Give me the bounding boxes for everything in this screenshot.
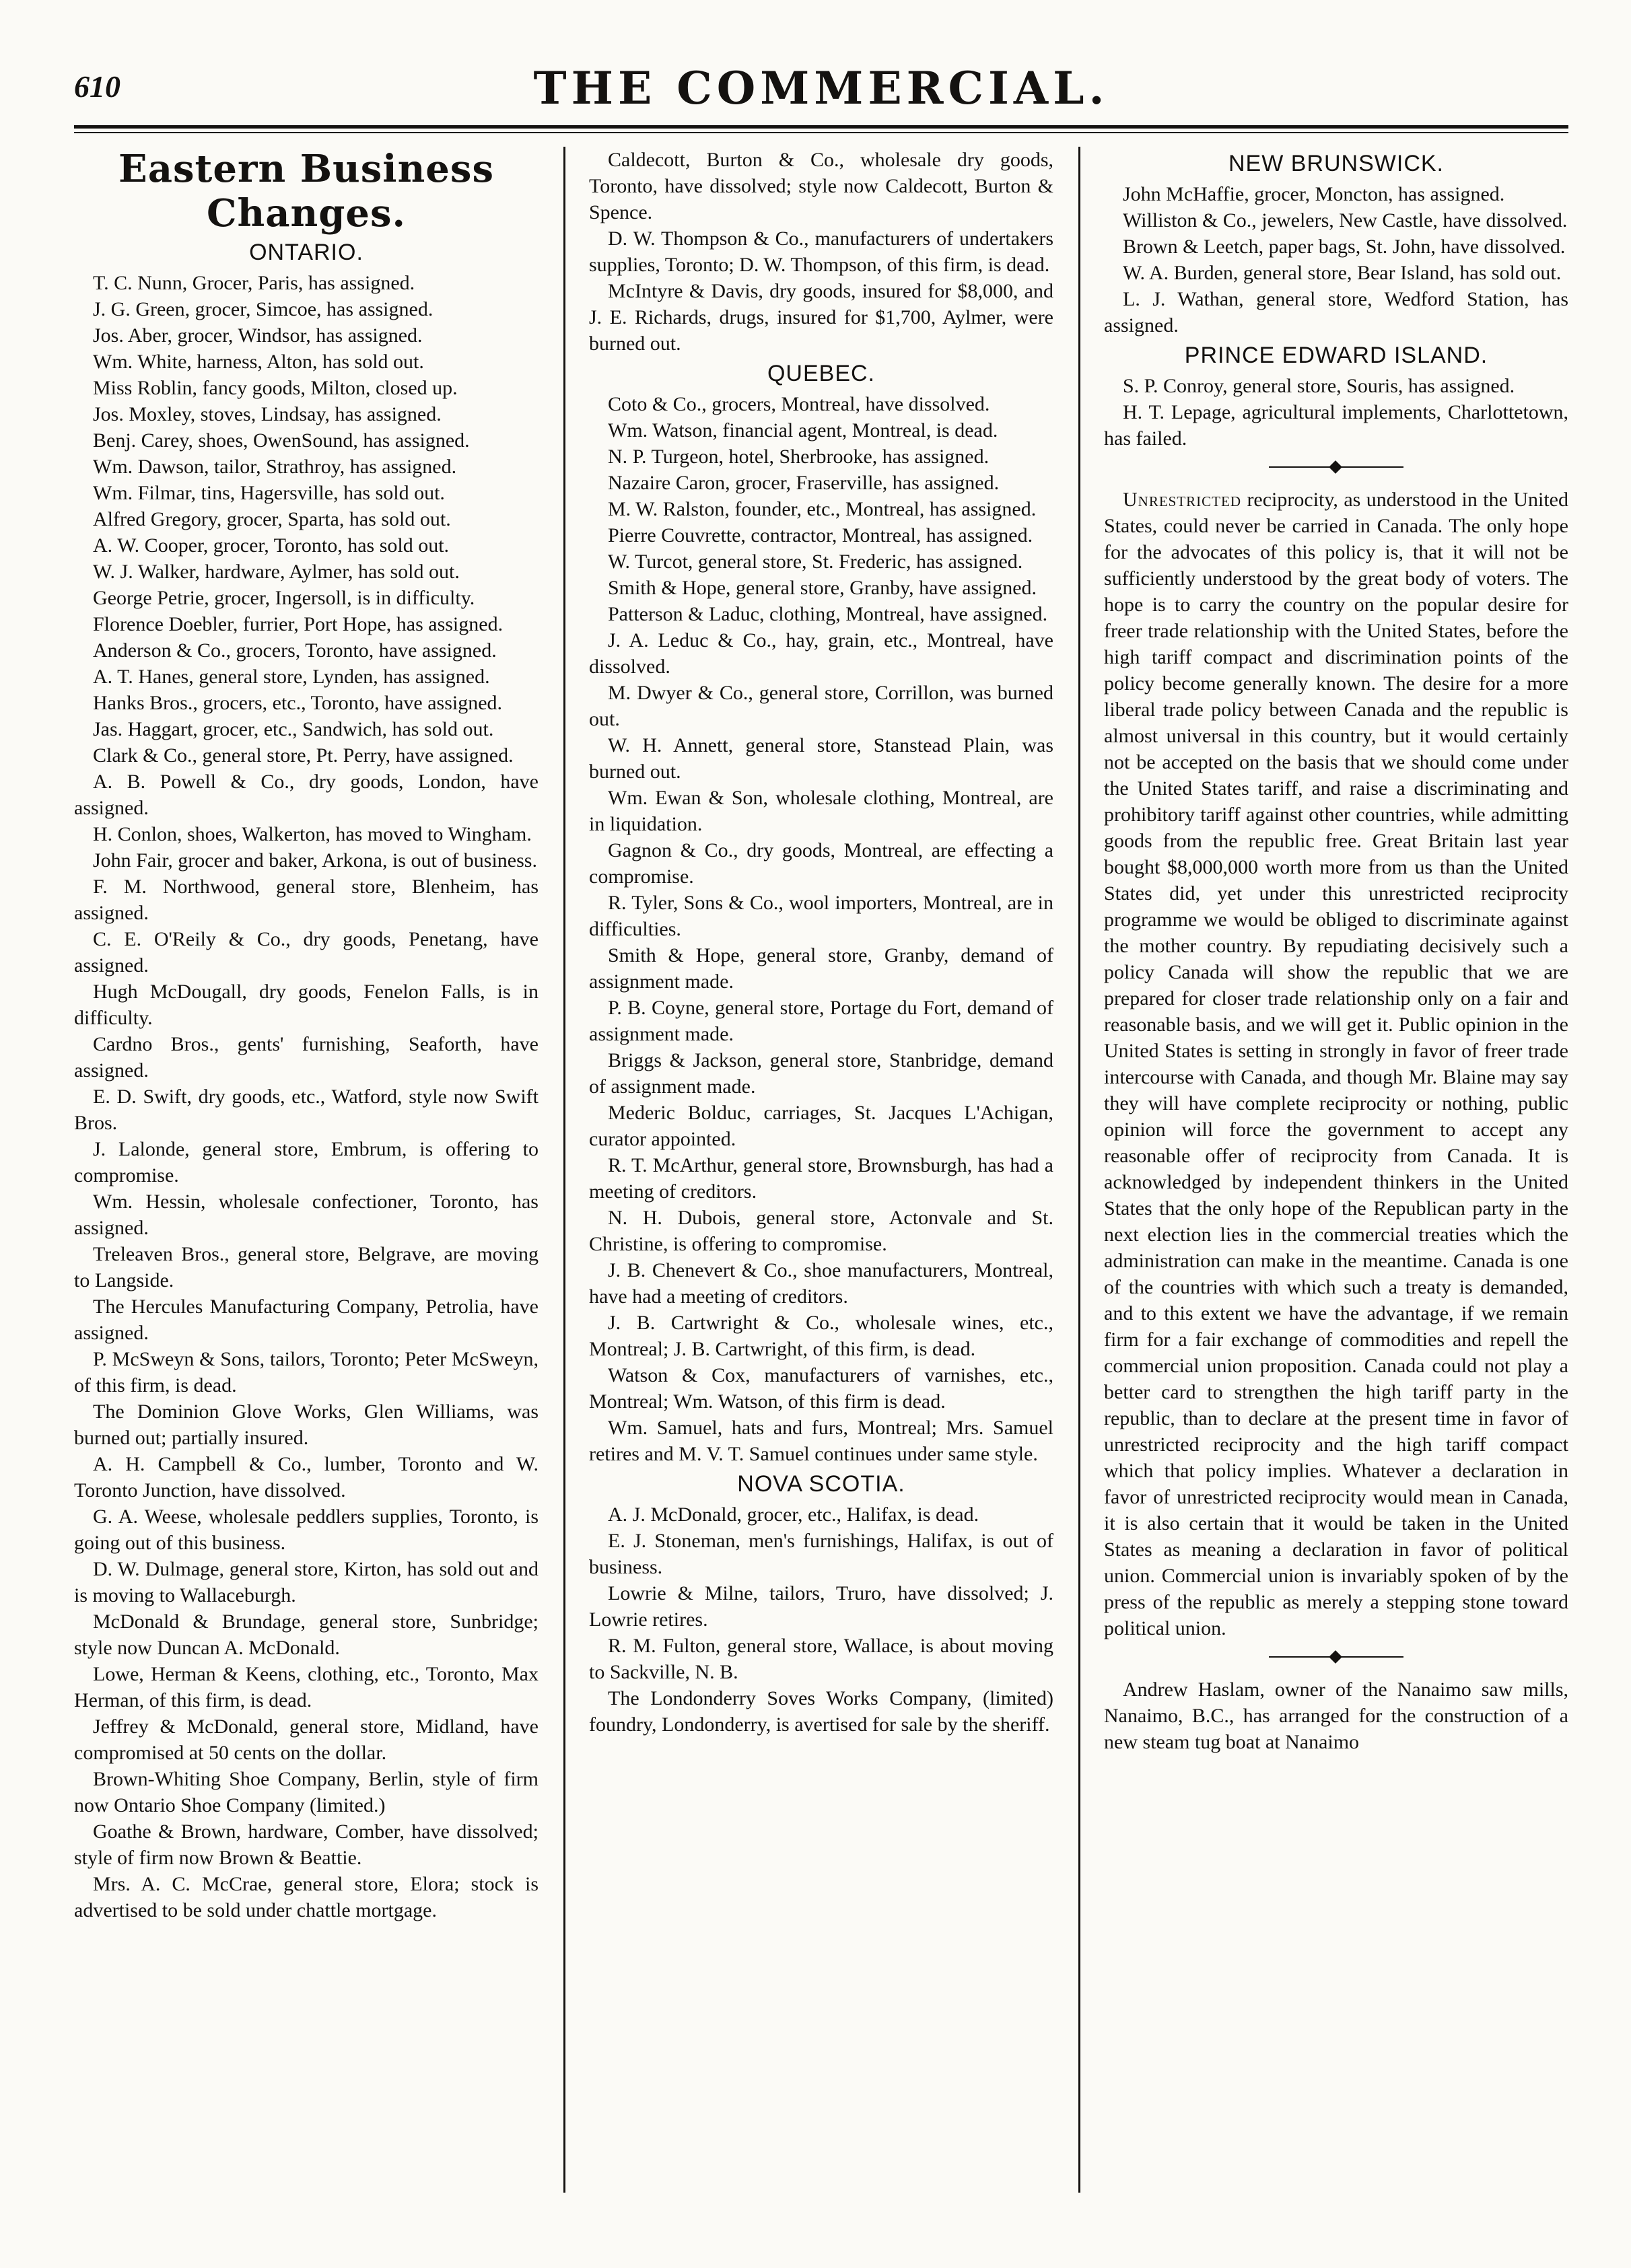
list-item: Jas. Haggart, grocer, etc., Sandwich, has sold out. (93, 718, 494, 740)
list-item: The Hercules Manufacturing Company, Petrolia, have assigned. (74, 1296, 539, 1344)
list-item: McDonald & Brundage, general store, Sunbridge; style now Duncan A. McDonald. (74, 1610, 539, 1659)
new-brunswick-list (1104, 181, 1568, 339)
list-item: H. T. Lepage, agricultural implements, Charlottetown, has failed. (1104, 401, 1568, 450)
section-heading-quebec: QUEBEC. (767, 361, 876, 386)
list-item: Lowe, Herman & Keens, clothing, etc., Toronto, Max Herman, of this firm, is dead. (74, 1663, 539, 1711)
header-rule-thick (74, 125, 1568, 129)
news-note: Andrew Haslam, owner of the Nanaimo saw mills, Nanaimo, B.C., has arranged for the construction of a new steam tug boat at Nanaimo (1104, 1678, 1568, 1753)
section-heading-nova-scotia: NOVA SCOTIA. (737, 1471, 905, 1497)
list-item: J. B. Cartwright & Co., wholesale wines, etc., Montreal; J. B. Cartwright, of this firm, is dead. (589, 1312, 1053, 1360)
list-item: Jos. Aber, grocer, Windsor, has assigned. (93, 324, 423, 347)
list-item: Brown & Leetch, paper bags, St. John, have dissolved. (1123, 236, 1566, 258)
list-item: J. A. Leduc & Co., hay, grain, etc., Montreal, have dissolved. (589, 629, 1053, 678)
list-item: W. Turcot, general store, St. Frederic, has assigned. (608, 551, 1023, 573)
list-item: Anderson & Co., grocers, Toronto, have assigned. (93, 639, 497, 662)
list-item: N. H. Dubois, general store, Actonvale and St. Christine, is offering to compromise. (589, 1207, 1053, 1255)
list-item: J. Lalonde, general store, Embrum, is offering to compromise. (74, 1138, 539, 1186)
editorial-lead: Unrestricted (1123, 489, 1241, 511)
list-item: Briggs & Jackson, general store, Stanbridge, demand of assignment made. (589, 1049, 1053, 1098)
list-item: D. W. Thompson & Co., manufacturers of undertakers supplies, Toronto; D. W. Thompson, of this firm, is dead. (589, 227, 1053, 276)
list-item: Patterson & Laduc, clothing, Montreal, have assigned. (608, 603, 1048, 625)
editorial-article (1104, 487, 1568, 1641)
column-divider (563, 147, 565, 2193)
list-item: Nazaire Caron, grocer, Fraserville, has assigned. (608, 472, 1000, 494)
list-item: W. A. Burden, general store, Bear Island, has sold out. (1123, 262, 1562, 284)
list-item: The Londonderry Soves Works Company, (limited) foundry, Londonderry, is avertised for sale by the sheriff. (589, 1687, 1053, 1736)
list-item: John McHaffie, grocer, Moncton, has assigned. (1123, 183, 1505, 205)
list-item: J. B. Chenevert & Co., shoe manufacturers, Montreal, have had a meeting of creditors. (589, 1259, 1053, 1308)
pei-list (1104, 373, 1568, 452)
ornamental-divider (1269, 1656, 1403, 1658)
list-item: Alfred Gregory, grocer, Sparta, has sold out. (93, 508, 451, 530)
list-item: W. H. Annett, general store, Stanstead Plain, was burned out. (589, 734, 1053, 783)
ontario-continued-list (589, 147, 1053, 357)
list-item: W. J. Walker, hardware, Aylmer, has sold out. (93, 561, 460, 583)
list-item: The Dominion Glove Works, Glen Williams, was burned out; partially insured. (74, 1401, 539, 1449)
list-item: R. M. Fulton, general store, Wallace, is about moving to Sackville, N. B. (589, 1635, 1053, 1683)
list-item: A. T. Hanes, general store, Lynden, has assigned. (93, 666, 490, 688)
list-item: Gagnon & Co., dry goods, Montreal, are effecting a compromise. (589, 839, 1053, 888)
list-item: Jeffrey & McDonald, general store, Midland, have compromised at 50 cents on the dollar. (74, 1715, 539, 1764)
list-item: P. B. Coyne, general store, Portage du Fort, demand of assignment made. (589, 997, 1053, 1045)
column-3 (1104, 147, 1568, 2193)
list-item: S. P. Conroy, general store, Souris, has assigned. (1123, 375, 1515, 397)
editorial-body: reciprocity, as understood in the United States, could never be carried in Canada. The only hope for the advocates of this policy is, that it will not be sufficiently understood by the great body of voters. The hope is to carry the country on the popular desire for freer trade relationship with the United States, before the high tariff compact and discrimination points of the policy become generally known. The desire for a more liberal trade policy between Canada and the republic is almost universal in this country, but it would certainly not be accepted on the basis that we should come under the United States tariff, and raise a discriminating and prohibitory tariff against other countries, while admitting goods from the republic free. Great Britain last year bought $8,000,000 worth more from us than the United States did, yet under this unrestricted reciprocity programme we would be obliged to discriminate against the mother country. By repudiating decisively such a policy Canada will show the republic that we are prepared for closer trade relationship only on a fair and reasonable basis, and we will get it. Public opinion in the United States is setting in strongly in favor of freer trade intercourse with Canada, and though Mr. Blaine may say they will have complete reciprocity or nothing, public opinion will force the government to accept any reasonable offer of reciprocity from Canada. It is acknowledged by independent thinkers in the United States that the only hope of the Republican party in the next election lies in the commercial treaties which the administration can make in the meantime. Canada is one of the countries with which such a treaty is demanded, and to this extent we have the advantage, if we remain firm for a fair exchange of commodities and repell the commercial union proposition. Canada could not play a better card to strengthen the high tariff party in the republic, than to declare at the present time in favor of unrestricted reciprocity and the high tariff compact which that policy implies. Whatever a declaration in favor of unrestricted reciprocity would mean in Canada, it is also certain that it would be taken in the United States as meaning a declaration in favor of political union. Commercial union is invariably spoken of by the press of the republic as merely a stepping stone toward political union. (1104, 489, 1568, 1639)
list-item: T. C. Nunn, Grocer, Paris, has assigned. (93, 272, 415, 294)
list-item: Goathe & Brown, hardware, Comber, have dissolved; style of firm now Brown & Beattie. (74, 1820, 539, 1869)
list-item: G. A. Weese, wholesale peddlers supplies, Toronto, is going out of this business. (74, 1505, 539, 1554)
list-item: McIntyre & Davis, dry goods, insured for $8,000, and J. E. Richards, drugs, insured for $1,700, Aylmer, were burned out. (589, 280, 1053, 355)
list-item: H. Conlon, shoes, Walkerton, has moved to Wingham. (93, 823, 532, 845)
quebec-list (589, 391, 1053, 1467)
list-item: Hugh McDougall, dry goods, Fenelon Falls, is in difficulty. (74, 981, 539, 1029)
list-item: Wm. Hessin, wholesale confectioner, Toronto, has assigned. (74, 1191, 539, 1239)
article-title: Eastern Business Changes. (118, 147, 494, 236)
section-heading-ontario: ONTARIO. (249, 240, 363, 265)
list-item: E. D. Swift, dry goods, etc., Watford, style now Swift Bros. (74, 1086, 539, 1134)
list-item: Mrs. A. C. McCrae, general store, Elora; stock is advertised to be sold under chattle mortgage. (74, 1873, 539, 1921)
section-heading-pei: PRINCE EDWARD ISLAND. (1184, 343, 1488, 368)
list-item: A. H. Campbell & Co., lumber, Toronto and W. Toronto Junction, have dissolved. (74, 1453, 539, 1501)
list-item: Wm. Filmar, tins, Hagersville, has sold out. (93, 482, 445, 504)
column-divider (1078, 147, 1080, 2193)
list-item: J. G. Green, grocer, Simcoe, has assigned. (93, 298, 433, 320)
list-item: R. T. McArthur, general store, Brownsburgh, has had a meeting of creditors. (589, 1154, 1053, 1203)
list-item: M. W. Ralston, founder, etc., Montreal, has assigned. (608, 498, 1037, 520)
list-item: C. E. O'Reily & Co., dry goods, Penetang, have assigned. (74, 928, 539, 977)
list-item: Clark & Co., general store, Pt. Perry, have assigned. (93, 744, 514, 767)
list-item: Jos. Moxley, stoves, Lindsay, has assigned. (93, 403, 442, 425)
list-item: Miss Roblin, fancy goods, Milton, closed up. (93, 377, 458, 399)
list-item: F. M. Northwood, general store, Blenheim, has assigned. (74, 876, 539, 924)
list-item: Wm. White, harness, Alton, has sold out. (93, 351, 424, 373)
list-item: A. J. McDonald, grocer, etc., Halifax, is dead. (608, 1503, 979, 1526)
list-item: Mederic Bolduc, carriages, St. Jacques L'Achigan, curator appointed. (589, 1102, 1053, 1150)
list-item: R. Tyler, Sons & Co., wool importers, Montreal, are in difficulties. (589, 892, 1053, 940)
ontario-list (74, 270, 539, 1923)
list-item: Cardno Bros., gents' furnishing, Seaforth, have assigned. (74, 1033, 539, 1082)
list-item: E. J. Stoneman, men's furnishings, Halifax, is out of business. (589, 1530, 1053, 1578)
list-item: Caldecott, Burton & Co., wholesale dry goods, Toronto, have dissolved; style now Caldecott, Burton & Spence. (589, 149, 1053, 223)
list-item: A. W. Cooper, grocer, Toronto, has sold out. (93, 534, 450, 557)
page-columns (74, 147, 1568, 2193)
list-item: George Petrie, grocer, Ingersoll, is in difficulty. (93, 587, 475, 609)
list-item: Treleaven Bros., general store, Belgrave, are moving to Langside. (74, 1243, 539, 1291)
list-item: John Fair, grocer and baker, Arkona, is out of business. (93, 849, 537, 872)
list-item: P. McSweyn & Sons, tailors, Toronto; Peter McSweyn, of this firm, is dead. (74, 1348, 539, 1396)
section-heading-new-brunswick: NEW BRUNSWICK. (1228, 151, 1444, 176)
page-number: 610 (74, 69, 120, 104)
nova-scotia-list (589, 1501, 1053, 1738)
list-item: Brown-Whiting Shoe Company, Berlin, style of firm now Ontario Shoe Company (limited.) (74, 1768, 539, 1816)
ornamental-divider (1269, 466, 1403, 468)
list-item: N. P. Turgeon, hotel, Sherbrooke, has assigned. (608, 446, 990, 468)
header-rule-thin (74, 132, 1568, 133)
list-item: Smith & Hope, general store, Granby, have assigned. (608, 577, 1037, 599)
column-1 (74, 147, 539, 2193)
list-item: Wm. Dawson, tailor, Strathroy, has assigned. (93, 456, 457, 478)
list-item: Wm. Ewan & Son, wholesale clothing, Montreal, are in liquidation. (589, 787, 1053, 835)
list-item: Benj. Carey, shoes, OwenSound, has assigned. (93, 429, 470, 452)
list-item: Williston & Co., jewelers, New Castle, have dissolved. (1123, 209, 1568, 232)
list-item: M. Dwyer & Co., general store, Corrillon, was burned out. (589, 682, 1053, 730)
list-item: Hanks Bros., grocers, etc., Toronto, have assigned. (93, 692, 503, 714)
list-item: Wm. Samuel, hats and furs, Montreal; Mrs. Samuel retires and M. V. T. Samuel continues under same style. (589, 1417, 1053, 1465)
list-item: Lowrie & Milne, tailors, Truro, have dissolved; J. Lowrie retires. (589, 1582, 1053, 1631)
list-item: Coto & Co., grocers, Montreal, have dissolved. (608, 393, 990, 415)
list-item: Watson & Cox, manufacturers of varnishes, etc., Montreal; Wm. Watson, of this firm is dead. (589, 1364, 1053, 1413)
list-item: D. W. Dulmage, general store, Kirton, has sold out and is moving to Wallaceburgh. (74, 1558, 539, 1606)
masthead: THE COMMERCIAL. (533, 62, 1109, 114)
list-item: A. B. Powell & Co., dry goods, London, have assigned. (74, 771, 539, 819)
list-item: Smith & Hope, general store, Granby, demand of assignment made. (589, 944, 1053, 993)
page-header (74, 62, 1568, 122)
list-item: Wm. Watson, financial agent, Montreal, is dead. (608, 419, 998, 441)
list-item: Pierre Couvrette, contractor, Montreal, has assigned. (608, 524, 1033, 546)
column-2 (589, 147, 1053, 2193)
list-item: L. J. Wathan, general store, Wedford Station, has assigned. (1104, 288, 1568, 336)
list-item: Florence Doebler, furrier, Port Hope, has assigned. (93, 613, 504, 635)
